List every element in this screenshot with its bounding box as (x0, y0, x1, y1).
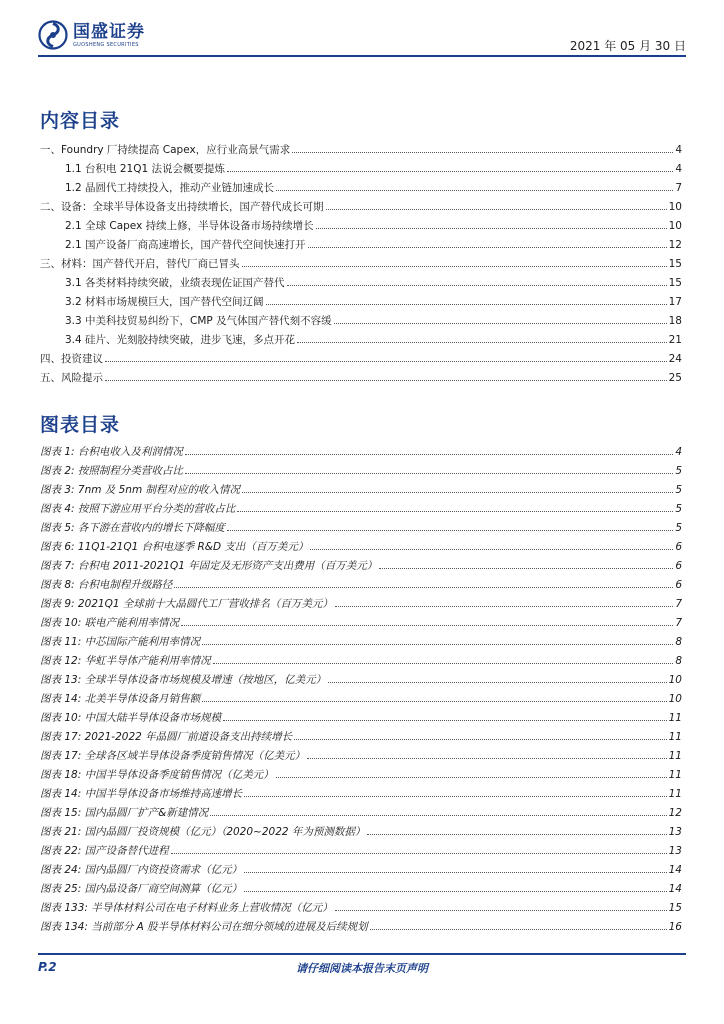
toc-subsection-entry[interactable] (40, 289, 682, 308)
figure-entry[interactable] (40, 914, 682, 933)
entry-page-number: 5 (675, 503, 682, 515)
figure-entry[interactable] (40, 648, 682, 667)
entry-page-number: 10 (668, 201, 682, 213)
entry-page-number: 4 (675, 144, 682, 156)
entry-title: 3.1 各类材料持续突破，业绩表现佐证国产替代 (65, 277, 285, 289)
entry-page-number: 13 (668, 826, 682, 838)
dot-leader (316, 227, 667, 229)
footer-divider (38, 953, 686, 955)
entry-page-number: 15 (668, 258, 682, 270)
dot-leader (276, 189, 673, 191)
dot-leader (227, 170, 673, 172)
dot-leader (335, 909, 667, 911)
toc-subsection-entry[interactable] (40, 308, 682, 327)
entry-page-number: 6 (675, 560, 682, 572)
company-logo (38, 20, 145, 50)
entry-page-number: 14 (668, 864, 682, 876)
toc-subsection-entry[interactable] (40, 213, 682, 232)
figure-entry[interactable] (40, 496, 682, 515)
entry-title: 一、Foundry 厂持续提高 Capex，应行业高景气需求 (40, 144, 291, 156)
figure-entry[interactable] (40, 705, 682, 724)
entry-page-number: 21 (668, 334, 682, 346)
dot-leader (202, 700, 667, 702)
figure-entry[interactable] (40, 686, 682, 705)
entry-page-number: 6 (675, 579, 682, 591)
entry-title: 图表 3: 7nm 及 5nm 制程对应的收入情况 (40, 484, 241, 496)
entry-title: 3.4 硅片、光刻胶持续突破，进步飞速，多点开花 (65, 334, 296, 346)
entry-page-number: 11 (668, 750, 682, 762)
dot-leader (287, 284, 667, 286)
entry-title: 四、投资建议 (40, 353, 103, 365)
figure-entry[interactable] (40, 800, 682, 819)
entry-title: 图表 133: 半导体材料公司在电子材料业务上营收情况（亿元） (40, 902, 333, 914)
figure-entry[interactable] (40, 553, 682, 572)
logo-emblem-icon (38, 20, 68, 50)
entry-title: 图表 21: 国内晶圆厂投资规模（亿元）（2020~2022 年为预测数据） (40, 826, 366, 838)
footer-disclaimer: 请仔细阅读本报告末页声明 (296, 962, 428, 975)
figure-entry[interactable] (40, 572, 682, 591)
entry-page-number: 10 (668, 693, 682, 705)
toc-section-entry[interactable] (40, 194, 682, 213)
entry-page-number: 5 (675, 522, 682, 534)
entry-title: 图表 14: 中国半导体设备市场维持高速增长 (40, 788, 243, 800)
entry-title: 图表 12: 华虹半导体产能利用率情况 (40, 655, 211, 667)
dot-leader (185, 472, 673, 474)
dot-leader (213, 662, 674, 664)
entry-page-number: 5 (675, 484, 682, 496)
entry-title: 图表 1: 台积电收入及利润情况 (40, 446, 183, 458)
dot-leader (294, 738, 666, 740)
page-header (38, 18, 686, 56)
entry-title: 3.3 中美科技贸易纠纷下，CMP 及气体国产替代刻不容缓 (65, 315, 332, 327)
entry-page-number: 10 (668, 220, 682, 232)
entry-page-number: 25 (668, 372, 682, 384)
figure-entry[interactable] (40, 857, 682, 876)
toc-subsection-entry[interactable] (40, 270, 682, 289)
entry-title: 图表 5: 各下游在营收内的增长下降幅度 (40, 522, 225, 534)
entry-page-number: 6 (675, 541, 682, 553)
figure-entry[interactable] (40, 610, 682, 629)
entry-title: 图表 10: 中国大陆半导体设备市场规模 (40, 712, 222, 724)
toc-subsection-entry[interactable] (40, 327, 682, 346)
entry-page-number: 12 (668, 239, 682, 251)
figure-entry[interactable] (40, 515, 682, 534)
entry-title: 图表 8: 台积电制程升级路径 (40, 579, 173, 591)
entry-page-number: 8 (675, 636, 682, 648)
logo-english-name: GUOSHENG SECURITIES (73, 41, 139, 48)
figures-list (40, 439, 682, 933)
entry-page-number: 18 (668, 315, 682, 327)
entry-page-number: 11 (668, 712, 682, 724)
entry-title: 1.1 台积电 21Q1 法说会概要提炼 (65, 163, 226, 175)
entry-page-number: 11 (668, 769, 682, 781)
dot-leader (174, 586, 673, 588)
entry-title: 图表 2: 按照制程分类营收占比 (40, 465, 183, 477)
entry-page-number: 4 (675, 163, 682, 175)
entry-page-number: 16 (668, 921, 682, 933)
entry-page-number: 7 (675, 617, 682, 629)
entry-page-number: 24 (668, 353, 682, 365)
entry-page-number: 12 (668, 807, 682, 819)
entry-title: 图表 134: 当前部分 A 股半导体材料公司在细分领域的进展及后续规划 (40, 921, 368, 933)
entry-title: 图表 6: 11Q1-21Q1 台积电逐季 R&D 支出（百万美元） (40, 541, 309, 553)
dot-leader (335, 605, 673, 607)
dot-leader (244, 871, 667, 873)
entry-page-number: 5 (675, 465, 682, 477)
dot-leader (244, 890, 667, 892)
entry-page-number: 8 (675, 655, 682, 667)
dot-leader (307, 757, 667, 759)
entry-page-number: 11 (668, 731, 682, 743)
figure-entry[interactable] (40, 895, 682, 914)
entry-title: 图表 18: 中国半导体设备季度销售情况（亿美元） (40, 769, 274, 781)
dot-leader (227, 529, 673, 531)
entry-title: 二、设备：全球半导体设备支出持续增长，国产替代成长可期 (40, 201, 324, 213)
entry-title: 图表 25: 国内晶设备厂商空间测算（亿元） (40, 883, 243, 895)
header-divider (38, 55, 686, 57)
figure-entry[interactable] (40, 629, 682, 648)
figure-entry[interactable] (40, 439, 682, 458)
dot-leader (292, 151, 673, 153)
dot-leader (266, 303, 667, 305)
toc-section-entry[interactable] (40, 137, 682, 156)
entry-title: 2.1 国产设备厂商高速增长，国产替代空间快速打开 (65, 239, 306, 251)
contents-title: 内容目录 (40, 110, 121, 132)
dot-leader (105, 379, 667, 381)
toc-subsection-entry[interactable] (40, 175, 682, 194)
entry-title: 图表 9: 2021Q1 全球前十大晶圆代工厂营收排名（百万美元） (40, 598, 333, 610)
figure-entry[interactable] (40, 591, 682, 610)
dot-leader (171, 852, 667, 854)
logo-chinese-name: 国盛证券 (73, 21, 145, 42)
dot-leader (244, 795, 667, 797)
dot-leader (297, 341, 667, 343)
entry-title: 图表 7: 台积电 2011-2021Q1 年固定及无形资产支出费用（百万美元） (40, 560, 378, 572)
dot-leader (185, 453, 673, 455)
entry-page-number: 14 (668, 883, 682, 895)
entry-page-number: 11 (668, 788, 682, 800)
figure-entry[interactable] (40, 819, 682, 838)
toc-subsection-entry[interactable] (40, 156, 682, 175)
toc-subsection-entry[interactable] (40, 232, 682, 251)
entry-title: 图表 13: 全球半导体设备市场规模及增速（按地区，亿美元） (40, 674, 327, 686)
figure-entry[interactable] (40, 458, 682, 477)
dot-leader (334, 322, 667, 324)
entry-title: 图表 11: 中芯国际产能利用率情况 (40, 636, 201, 648)
figure-entry[interactable] (40, 534, 682, 553)
figure-entry[interactable] (40, 838, 682, 857)
entry-page-number: 4 (675, 446, 682, 458)
dot-leader (105, 360, 667, 362)
toc-section-entry[interactable] (40, 346, 682, 365)
entry-title: 图表 4: 按照下游应用平台分类的营收占比 (40, 503, 236, 515)
entry-title: 图表 22: 国产设备替代进程 (40, 845, 169, 857)
entry-title: 图表 24: 国内晶圆厂内资投资需求（亿元） (40, 864, 243, 876)
entry-title: 图表 10: 联电产能利用率情况 (40, 617, 180, 629)
figures-title: 图表目录 (40, 414, 121, 436)
dot-leader (367, 833, 666, 835)
contents-list (40, 137, 682, 384)
dot-leader (210, 814, 666, 816)
dot-leader (379, 567, 673, 569)
dot-leader (328, 681, 667, 683)
report-date: 2021 年 05 月 30 日 (569, 39, 686, 53)
dot-leader (326, 208, 667, 210)
dot-leader (237, 510, 673, 512)
figure-entry[interactable] (40, 743, 682, 762)
dot-leader (242, 265, 667, 267)
entry-title: 图表 17: 2021-2022 年晶圆厂前道设备支出持续增长 (40, 731, 293, 743)
entry-title: 三、材料：国产替代开启，替代厂商已冒头 (40, 258, 240, 270)
toc-section-entry[interactable] (40, 251, 682, 270)
figure-entry[interactable] (40, 876, 682, 895)
entry-title: 图表 14: 北美半导体设备月销售额 (40, 693, 201, 705)
entry-title: 3.2 材料市场规模巨大，国产替代空间辽阔 (65, 296, 264, 308)
figure-entry[interactable] (40, 667, 682, 686)
entry-title: 图表 15: 国内晶圆厂扩产&新建情况 (40, 807, 209, 819)
figure-entry[interactable] (40, 724, 682, 743)
entry-title: 图表 17: 全球各区域半导体设备季度销售情况（亿美元） (40, 750, 306, 762)
entry-page-number: 13 (668, 845, 682, 857)
dot-leader (276, 776, 667, 778)
entry-page-number: 10 (668, 674, 682, 686)
dot-leader (310, 548, 673, 550)
dot-leader (370, 928, 667, 930)
figure-entry[interactable] (40, 477, 682, 496)
entry-page-number: 7 (675, 598, 682, 610)
dot-leader (181, 624, 673, 626)
entry-page-number: 15 (668, 902, 682, 914)
dot-leader (202, 643, 673, 645)
figure-entry[interactable] (40, 781, 682, 800)
entry-title: 1.2 晶圆代工持续投入，推动产业链加速成长 (65, 182, 275, 194)
entry-title: 2.1 全球 Capex 持续上修，半导体设备市场持续增长 (65, 220, 314, 232)
dot-leader (308, 246, 667, 248)
figure-entry[interactable] (40, 762, 682, 781)
entry-page-number: 17 (668, 296, 682, 308)
entry-title: 五、风险提示 (40, 372, 103, 384)
entry-page-number: 7 (675, 182, 682, 194)
toc-section-entry[interactable] (40, 365, 682, 384)
dot-leader (223, 719, 667, 721)
dot-leader (242, 491, 673, 493)
entry-page-number: 15 (668, 277, 682, 289)
page-number: P.2 (38, 960, 57, 974)
